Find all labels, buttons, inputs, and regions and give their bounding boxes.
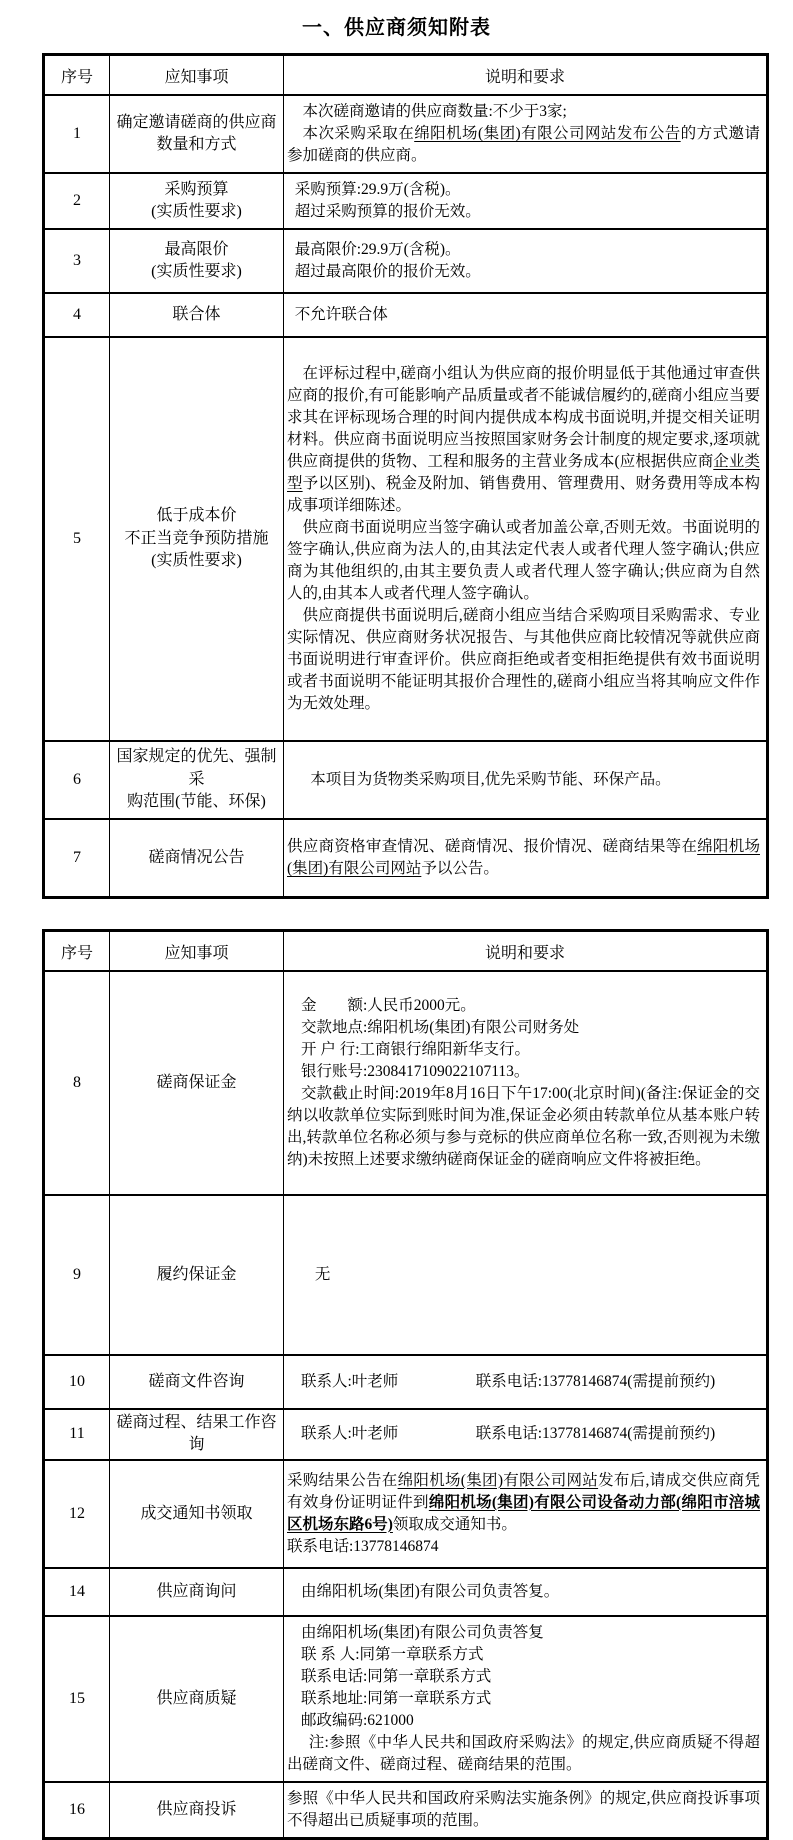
item-line: 供应商投诉 <box>156 1800 237 1818</box>
text-segment: 采购结果公告在 <box>287 1471 398 1489</box>
table-body <box>44 95 768 898</box>
table-header-row <box>44 55 768 96</box>
column-header-description: 说明和要求 <box>284 931 768 972</box>
table-row <box>44 1355 768 1409</box>
text-segment: 供应商书面说明应当签字确认或者加盖公章,否则无效。书面说明的签字确认,供应商为法人的,由其法定代表人或者代理人签字确认;供应商为其他组织的,由其主要负责人或者代理人签字确认;供应商为自然人的,由其本人或者代理人签字确认。 <box>287 519 760 602</box>
text-segment: 绵阳机场(集团)有限公司网站 <box>287 838 760 877</box>
description-paragraph <box>287 1017 760 1039</box>
item-line: 成交通知书领取 <box>140 1504 253 1522</box>
column-header-item: 应知事项 <box>110 931 284 972</box>
description-cell <box>284 1409 768 1460</box>
item-line: (实质性要求) <box>151 552 242 570</box>
description-cell <box>284 1568 768 1616</box>
row-number-cell: 6 <box>44 741 110 819</box>
text-segment: 由绵阳机场(集团)有限公司负责答复。 <box>300 1582 560 1600</box>
row-number-cell: 5 <box>44 337 110 741</box>
text-segment: 采购预算:29.9万(含税)。 <box>294 181 461 198</box>
description-paragraph <box>287 1622 760 1644</box>
item-line: 履约保证金 <box>156 1265 237 1283</box>
text-segment: 开 户 行:工商银行绵阳新华支行。 <box>300 1041 530 1058</box>
text-segment: 超过采购预算的报价无效。 <box>294 203 481 220</box>
description-paragraph <box>287 1264 760 1286</box>
text-segment: 供应商提供书面说明后,磋商小组应当结合采购项目采购需求、专业实际情况、供应商财务状况报告、与其他供应商比较情况等就供应商书面说明进行审查评价。供应商拒绝或者变相拒绝提供有效书面说明或者书面说明不能证明其报价合理性的,磋商小组应当将其响应文件作为无效处理。 <box>287 607 760 712</box>
item-line: 数量和方式 <box>156 136 237 153</box>
description-cell <box>284 337 768 741</box>
suppliers-notice-table-1 <box>42 53 769 899</box>
description-paragraph <box>287 1061 760 1083</box>
text-segment: 绵阳机场(集团)有限公司网站发布公告 <box>414 125 681 142</box>
table-row <box>44 1568 768 1616</box>
item-line: (实质性要求) <box>151 263 242 280</box>
row-number-cell: 12 <box>44 1460 110 1568</box>
description-cell <box>284 1460 768 1568</box>
description-paragraph <box>287 836 760 880</box>
column-header-no: 序号 <box>44 55 110 96</box>
description-paragraph <box>287 123 760 167</box>
description-paragraph <box>287 1581 760 1603</box>
text-segment: 的方式邀请参加磋商的供应商。 <box>287 125 760 164</box>
item-line: 磋商情况公告 <box>148 848 245 866</box>
table-row <box>44 229 768 293</box>
description-paragraph <box>287 1371 760 1393</box>
item-cell <box>110 1782 284 1839</box>
text-segment: 联系人:叶老师 联系电话:13778146874(需提前预约) <box>300 1373 716 1390</box>
item-line: 联合体 <box>172 305 221 323</box>
text-segment: 联系地址:同第一章联系方式 <box>300 1689 492 1707</box>
row-number-cell: 4 <box>44 293 110 337</box>
item-cell <box>110 1409 284 1460</box>
description-paragraph <box>287 1423 760 1445</box>
description-cell <box>284 741 768 819</box>
text-segment: 参照《中华人民共和国政府采购法实施条例》的规定,供应商投诉事项不得超出已质疑事项的范围。 <box>287 1789 760 1829</box>
text-segment: 注:参照《中华人民共和国政府采购法》的规定,供应商质疑不得超出磋商文件、磋商过程、磋商结果的范围。 <box>287 1733 760 1773</box>
description-paragraph <box>287 1644 760 1666</box>
item-cell <box>110 173 284 229</box>
description-paragraph <box>287 1666 760 1688</box>
item-cell <box>110 1195 284 1355</box>
row-number-cell: 9 <box>44 1195 110 1355</box>
description-paragraph <box>287 1732 760 1776</box>
text-segment: 发布后,请成交供应商凭有效身份证明证件到 <box>287 1471 760 1511</box>
text-segment: 不允许联合体 <box>294 306 388 323</box>
row-number-cell: 7 <box>44 819 110 898</box>
row-number-cell: 8 <box>44 971 110 1195</box>
description-paragraph <box>287 261 760 283</box>
item-line: 采购预算 <box>164 180 229 198</box>
item-cell <box>110 229 284 293</box>
text-segment: 本次采购采取在 <box>302 125 415 142</box>
text-segment: 领取成交通知书。 <box>392 1515 517 1533</box>
text-segment: 由绵阳机场(集团)有限公司负责答复 <box>300 1623 544 1641</box>
item-cell <box>110 95 284 173</box>
column-header-item: 应知事项 <box>110 55 284 96</box>
text-segment: 予以公告。 <box>421 860 499 877</box>
text-segment: 联系人:叶老师 联系电话:13778146874(需提前预约) <box>300 1425 716 1443</box>
description-paragraph <box>287 363 760 517</box>
text-segment: 无 <box>314 1266 331 1283</box>
description-paragraph <box>287 101 760 123</box>
row-number-cell: 3 <box>44 229 110 293</box>
table-row <box>44 741 768 819</box>
item-line: 低于成本价 <box>156 507 237 525</box>
description-paragraph <box>287 1470 760 1536</box>
item-cell <box>110 971 284 1195</box>
text-segment: 最高限价:29.9万(含税)。 <box>294 241 461 258</box>
text-segment: 企业类型 <box>287 453 760 492</box>
text-segment: 联系电话:同第一章联系方式 <box>300 1667 492 1685</box>
text-segment: 超过最高限价的报价无效。 <box>294 263 481 280</box>
text-segment: 本项目为货物类采购项目,优先采购节能、环保产品。 <box>310 771 671 788</box>
description-paragraph <box>287 1039 760 1061</box>
table-body <box>44 971 768 1838</box>
description-cell <box>284 229 768 293</box>
row-number-cell: 16 <box>44 1782 110 1839</box>
table-row <box>44 1195 768 1355</box>
description-cell <box>284 293 768 337</box>
description-cell <box>284 1616 768 1782</box>
description-paragraph <box>287 517 760 605</box>
table-row <box>44 337 768 741</box>
suppliers-notice-table-2 <box>42 929 769 1840</box>
table-row <box>44 971 768 1195</box>
text-segment: 金 额:人民币2000元。 <box>300 997 476 1014</box>
item-line: 供应商询问 <box>156 1582 237 1600</box>
description-cell <box>284 173 768 229</box>
item-line: 购范围(节能、环保) <box>127 793 266 811</box>
text-segment: 邮政编码:621000 <box>300 1711 414 1729</box>
item-line: 磋商过程、结果工作咨询 <box>116 1414 277 1454</box>
column-header-no: 序号 <box>44 931 110 972</box>
description-paragraph <box>287 179 760 201</box>
text-segment: 银行账号:2308417109022107113。 <box>300 1063 530 1080</box>
table-header-row <box>44 931 768 972</box>
item-line: 磋商文件咨询 <box>148 1372 245 1390</box>
table-row <box>44 1460 768 1568</box>
text-segment: 交款地点:绵阳机场(集团)有限公司财务处 <box>300 1019 580 1036</box>
row-number-cell: 2 <box>44 173 110 229</box>
item-cell <box>110 337 284 741</box>
row-number-cell: 14 <box>44 1568 110 1616</box>
text-segment: 联 系 人:同第一章联系方式 <box>300 1645 484 1663</box>
table-row <box>44 819 768 898</box>
row-number-cell: 1 <box>44 95 110 173</box>
column-header-description: 说明和要求 <box>284 55 768 96</box>
row-number-cell: 10 <box>44 1355 110 1409</box>
page-title: 一、供应商须知附表 <box>302 17 491 39</box>
table-row <box>44 1782 768 1839</box>
description-paragraph <box>287 769 760 791</box>
item-line: 不正当竞争预防措施 <box>124 529 269 547</box>
text-segment: 绵阳机场(集团)有限公司设备动力部(绵阳市涪城区机场东路6号) <box>287 1493 760 1533</box>
text-segment: 绵阳机场(集团)有限公司网站 <box>397 1471 599 1489</box>
description-paragraph <box>287 1688 760 1710</box>
text-segment: 交款截止时间:2019年8月16日下午17:00(北京时间)(备注:保证金的交纳以收款单位实际到账时间为准,保证金必须由转款单位从基本账户转出,转款单位名称必须与参与竞标的供应商单位名称一致,否则视为未缴纳)未按照上述要求缴纳磋商保证金的磋商响应文件将被拒绝。 <box>287 1085 760 1168</box>
item-line: 磋商保证金 <box>156 1073 237 1091</box>
item-line: (实质性要求) <box>151 203 242 220</box>
description-cell <box>284 1782 768 1839</box>
table-row <box>44 173 768 229</box>
item-cell <box>110 1568 284 1616</box>
description-cell <box>284 95 768 173</box>
description-paragraph <box>287 1083 760 1171</box>
description-cell <box>284 971 768 1195</box>
text-segment: 本次磋商邀请的供应商数量:不少于3家; <box>302 103 567 120</box>
table-row <box>44 293 768 337</box>
table-row <box>44 1616 768 1782</box>
description-cell <box>284 1195 768 1355</box>
description-paragraph <box>287 1788 760 1832</box>
item-line: 供应商质疑 <box>156 1689 237 1707</box>
item-cell <box>110 1616 284 1782</box>
item-cell <box>110 1460 284 1568</box>
text-segment: 予以区别)、税金及附加、销售费用、管理费用、财务费用等成本构成事项详细陈述。 <box>287 475 760 514</box>
description-cell <box>284 819 768 898</box>
item-line: 国家规定的优先、强制采 <box>116 748 277 788</box>
description-cell <box>284 1355 768 1409</box>
description-paragraph <box>287 1710 760 1732</box>
description-paragraph <box>287 605 760 715</box>
row-number-cell: 15 <box>44 1616 110 1782</box>
item-line: 确定邀请磋商的供应商 <box>116 113 277 131</box>
item-cell <box>110 819 284 898</box>
description-paragraph <box>287 239 760 261</box>
item-cell <box>110 1355 284 1409</box>
table-row <box>44 1409 768 1460</box>
table-row <box>44 95 768 173</box>
description-paragraph <box>287 995 760 1017</box>
description-paragraph <box>287 1536 760 1558</box>
item-cell <box>110 741 284 819</box>
description-paragraph <box>287 304 760 326</box>
item-cell <box>110 293 284 337</box>
text-segment: 联系电话:13778146874 <box>287 1537 439 1555</box>
text-segment: 在评标过程中,磋商小组认为供应商的报价明显低于其他通过审查供应商的报价,有可能影响产品质量或者不能诚信履约的,磋商小组应当要求其在评标现场合理的时间内提供成本构成书面说明,并提交相关证明材料。供应商书面说明应当按照国家财务会计制度的规定要求,逐项就供应商提供的货物、工程和服务的主营业务成本(应根据供应商 <box>287 365 760 470</box>
description-paragraph <box>287 201 760 223</box>
text-segment: 供应商资格审查情况、磋商情况、报价情况、磋商结果等在 <box>287 838 698 855</box>
row-number-cell: 11 <box>44 1409 110 1460</box>
item-line: 最高限价 <box>164 240 229 258</box>
